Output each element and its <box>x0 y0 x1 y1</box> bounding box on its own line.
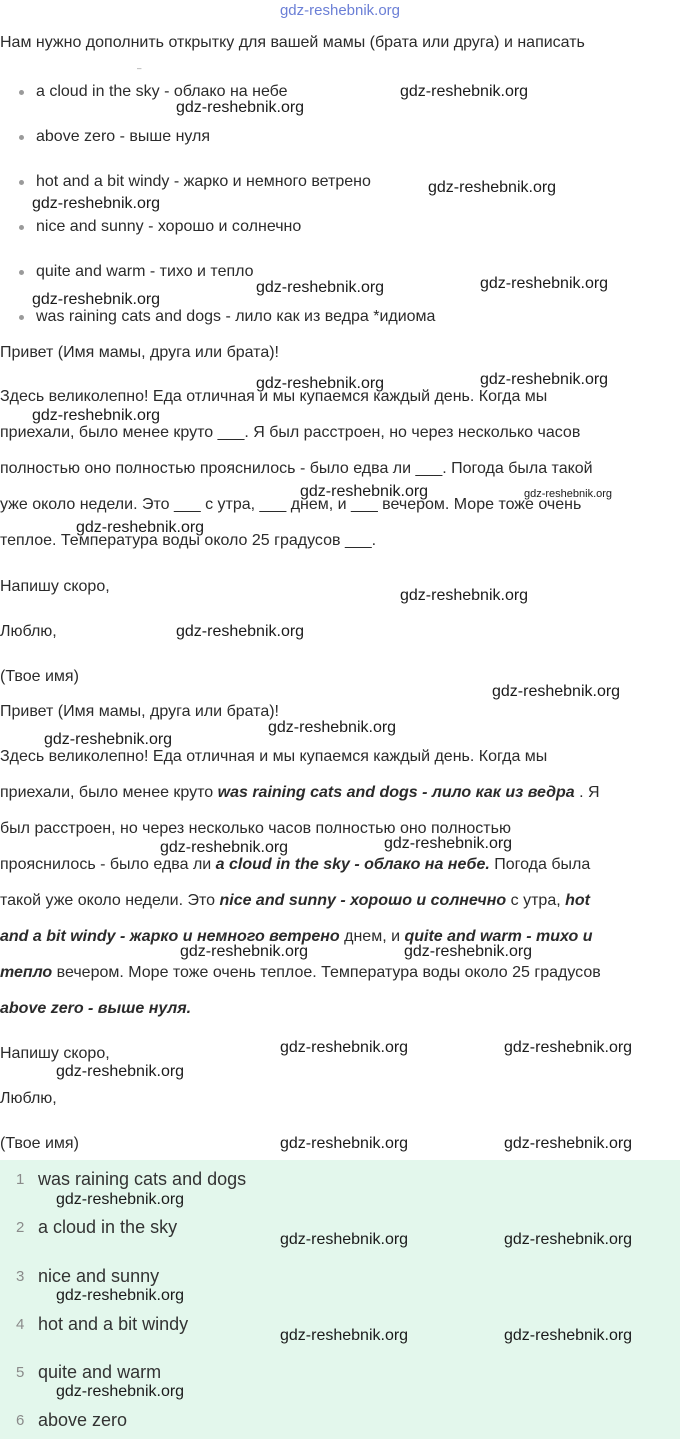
bullet-icon <box>19 90 24 95</box>
answer-highlight: nice and sunny - хорошо и солнечно <box>219 892 507 909</box>
watermark: gdz-reshebnik.org <box>32 195 161 212</box>
watermark: gdz-reshebnik.org <box>56 1063 185 1080</box>
bullet-icon <box>19 270 24 275</box>
bullet-icon <box>19 135 24 140</box>
watermark: gdz-reshebnik.org <box>180 943 309 960</box>
answer-highlight: hot <box>565 892 590 909</box>
answer-highlight: and a bit windy - жарко и немного ветрено <box>0 928 340 945</box>
watermark: gdz-reshebnik.org <box>504 1231 633 1248</box>
list-item: 2 a cloud in the sky <box>16 1217 178 1237</box>
watermark: gdz-reshebnik.org <box>280 1039 409 1056</box>
filled-line: тепло вечером. Море тоже очень теплое. Температура воды около 25 градусов <box>0 964 601 981</box>
template-line: приехали, было менее круто ___. Я был расстроен, но через несколько часов <box>0 424 581 441</box>
watermark: gdz-reshebnik.org <box>280 1135 409 1152</box>
watermark: gdz-reshebnik.org <box>32 407 161 424</box>
answer-highlight: a cloud in the sky - облако на небе. <box>215 856 490 873</box>
watermark: gdz-reshebnik.org <box>256 279 385 296</box>
watermark: gdz-reshebnik.org <box>280 1231 409 1248</box>
watermark: gdz-reshebnik.org <box>268 719 397 736</box>
watermark: gdz-reshebnik.org <box>504 1135 633 1152</box>
watermark: gdz-reshebnik.org <box>160 839 289 856</box>
watermark: gdz-reshebnik.org <box>384 835 513 852</box>
watermark: gdz-reshebnik.org <box>32 291 161 308</box>
filled-line: прояснилось - было едва ли a cloud in the sky - облако на небе. Погода была <box>0 856 591 873</box>
template-closing: Напишу скоро, <box>0 578 110 595</box>
filled-line: был расстроен, но через несколько часов полностью оно полностью <box>0 820 511 837</box>
watermark: gdz-reshebnik.org <box>176 623 305 640</box>
watermark: gdz-reshebnik.org <box>480 371 609 388</box>
watermark: gdz-reshebnik.org <box>176 99 305 116</box>
list-item: 6 above zero <box>16 1410 128 1430</box>
template-line: уже около недели. Это ___ с утра, ___ днем, и ___ вечером. Море тоже очень <box>0 496 582 513</box>
watermark: gdz-reshebnik.org <box>400 83 529 100</box>
list-item: 3 nice and sunny <box>16 1266 160 1286</box>
bullet-icon <box>19 225 24 230</box>
template-line: полностью оно полностью прояснилось - было едва ли ___. Погода была такой <box>0 460 593 477</box>
intro-cut-text: – <box>137 64 142 70</box>
filled-closing: Напишу скоро, <box>0 1045 110 1062</box>
watermark: gdz-reshebnik.org <box>492 683 621 700</box>
watermark: gdz-reshebnik.org <box>280 1327 409 1344</box>
template-love: Люблю, <box>0 623 57 640</box>
answer-highlight: quite and warm - тихо и <box>404 928 593 945</box>
template-line: теплое. Температура воды около 25 градусов ___. <box>0 532 377 549</box>
answer-highlight: was raining cats and dogs - лило как из ведра <box>217 784 575 801</box>
list-item: 4 hot and a bit windy <box>16 1314 189 1334</box>
filled-line <box>0 1000 676 1018</box>
watermark: gdz-reshebnik.org <box>524 488 613 500</box>
filled-line: and a bit windy - жарко и немного ветрено днем, и quite and warm - тихо и <box>0 928 593 945</box>
template-greeting: Привет (Имя мамы, друга или брата)! <box>0 344 279 361</box>
bullet-icon <box>19 315 24 320</box>
watermark: gdz-reshebnik.org <box>76 519 205 536</box>
watermark: gdz-reshebnik.org <box>56 1191 185 1208</box>
filled-line: приехали, было менее круто was raining cats and dogs - лило как из ведра . Я <box>0 784 600 801</box>
filled-love: Люблю, <box>0 1090 57 1107</box>
filled-line: Здесь великолепно! Еда отличная и мы купаемся каждый день. Когда мы <box>0 748 548 765</box>
watermark: gdz-reshebnik.org <box>428 179 557 196</box>
task-intro: Нам нужно дополнить открытку для вашей мамы (брата или друга) и написать <box>0 34 585 51</box>
filled-greeting: Привет (Имя мамы, друга или брата)! <box>0 703 279 720</box>
site-header-link[interactable]: gdz-reshebnik.org <box>279 2 401 19</box>
template-line: Здесь великолепно! Еда отличная и мы купаемся каждый день. Когда мы <box>0 388 548 405</box>
answer-highlight: тепло <box>0 964 53 981</box>
watermark: gdz-reshebnik.org <box>300 483 429 500</box>
watermark: gdz-reshebnik.org <box>56 1383 185 1400</box>
list-item: 1 was raining cats and dogs <box>16 1169 247 1189</box>
watermark: gdz-reshebnik.org <box>256 375 385 392</box>
watermark: gdz-reshebnik.org <box>504 1327 633 1344</box>
answer-highlight: above zero - выше нуля. <box>0 1000 192 1017</box>
watermark: gdz-reshebnik.org <box>404 943 533 960</box>
watermark: gdz-reshebnik.org <box>44 731 173 748</box>
template-signature: (Твое имя) <box>0 668 79 685</box>
watermark: gdz-reshebnik.org <box>480 275 609 292</box>
list-item: 5 quite and warm <box>16 1362 162 1382</box>
watermark: gdz-reshebnik.org <box>56 1287 185 1304</box>
watermark: gdz-reshebnik.org <box>504 1039 633 1056</box>
watermark: gdz-reshebnik.org <box>400 587 529 604</box>
filled-signature: (Твое имя) <box>0 1135 79 1152</box>
bullet-icon <box>19 180 24 185</box>
filled-line: такой уже около недели. Это nice and sunny - хорошо и солнечно с утра, hot <box>0 892 590 909</box>
